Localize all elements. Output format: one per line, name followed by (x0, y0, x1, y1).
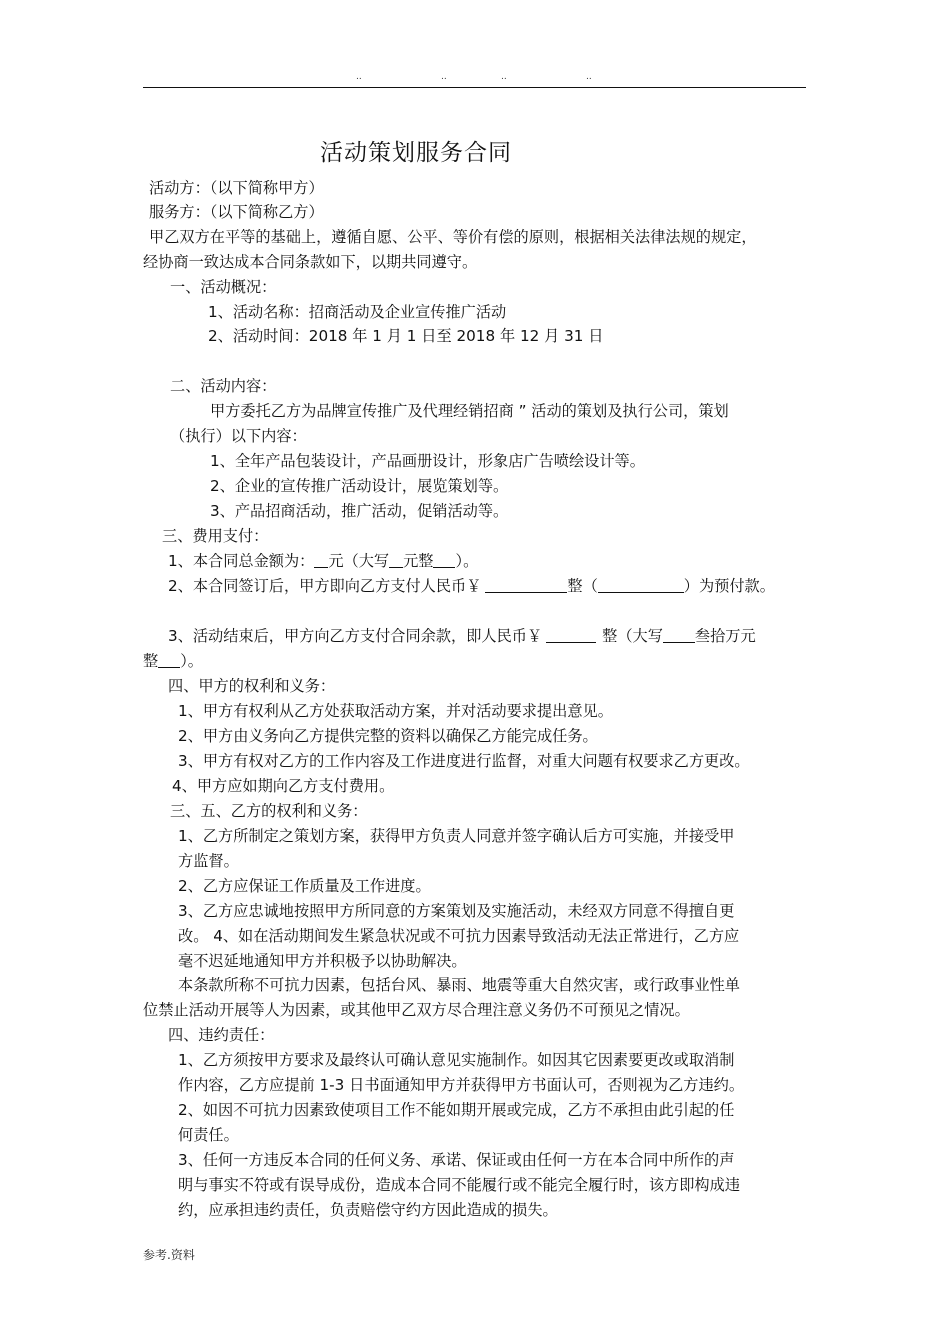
party-b-right-2: 2、乙方应保证工作质量及工作进度。 (178, 877, 431, 895)
breach-clause-1-line-1: 1、乙方须按甲方要求及最终认可确认意见实施制作。如因其它因素要更改或取消制 (178, 1051, 735, 1069)
party-a-right-4: 4、甲方应如期向乙方支付费用。 (172, 777, 395, 795)
header-dot: .. (501, 72, 507, 82)
section-heading-party-b-rights: 三、五、乙方的权利和义务： (170, 802, 368, 820)
breach-clause-3-line-3: 约，应承担违约责任，负责赔偿守约方因此造成的损失。 (178, 1201, 558, 1219)
party-b-line: 服务方：（以下简称乙方） (149, 203, 324, 221)
payment-total-line (168, 549, 478, 573)
page-footer: 参考.资料 (143, 1248, 195, 1262)
breach-clause-2-line-2: 何责任。 (178, 1126, 239, 1144)
preamble-line-1: 甲乙双方在平等的基础上，遵循自愿、公平、等价有偿的原则，根据相关法律法规的规定， (149, 228, 757, 246)
payment-balance-caps-end: 整 (143, 652, 159, 670)
document-title: 活动策划服务合同 (320, 140, 512, 166)
payment-advance-end: ）为预付款。 (683, 577, 775, 595)
section-heading-breach: 四、违约责任： (168, 1026, 275, 1044)
party-b-right-1-line-2: 方监督。 (178, 852, 239, 870)
party-a-right-2: 2、甲方由义务向乙方提供完整的资料以确保乙方能完成任务。 (178, 727, 598, 745)
header-dot: .. (356, 72, 362, 82)
force-majeure-line-2: 位禁止活动开展等人为因素，或其他甲乙双方尽合理注意义务仍不可预见之情况。 (143, 1001, 690, 1019)
payment-balance-mid: 整（大写 (602, 627, 663, 645)
breach-clause-2-line-1: 2、如因不可抗力因素致使项目工作不能如期开展或完成，乙方不承担由此引起的任 (178, 1101, 735, 1119)
payment-total-end: ）。 (455, 552, 479, 570)
content-item-2: 2、企业的宣传推广活动设计，展览策划等。 (210, 477, 509, 495)
payment-balance-caps: 叁拾万元 (694, 627, 756, 645)
section-heading-party-a-rights: 四、甲方的权利和义务： (168, 677, 336, 695)
content-paragraph-line-1: 甲方委托乙方为品牌宣传推广及代理经销招商 ” 活动的策划及执行公司，策划 (210, 402, 729, 420)
payment-balance-end: ）。 (180, 652, 203, 670)
party-b-right-3-line-1: 3、乙方应忠诚地按照甲方所同意的方案策划及实施活动，未经双方同意不得擅自更 (178, 902, 735, 920)
header-dot: .. (586, 72, 592, 82)
blank-field (663, 626, 695, 643)
blank-field (389, 551, 403, 568)
payment-total-label: 1、本合同总金额为： (168, 552, 315, 570)
blank-field (433, 551, 455, 568)
section-heading-payment: 三、费用支付： (162, 527, 269, 545)
blank-field (546, 626, 596, 643)
blank-field (158, 651, 180, 668)
blank-field (598, 576, 684, 593)
breach-clause-1-line-2: 作内容，乙方应提前 1-3 日书面通知甲方并获得甲方书面认可，否则视为乙方违约。 (178, 1076, 745, 1094)
payment-balance-label: 3、活动结束后，甲方向乙方支付合同余款，即人民币￥ (168, 627, 543, 645)
party-a-right-3: 3、甲方有权对乙方的工作内容及工作进度进行监督，对重大问题有权要求乙方更改。 (178, 752, 750, 770)
party-b-right-3-line-2: 改。 4、如在活动期间发生紧急状况或不可抗力因素导致活动无法正常进行，乙方应 (178, 927, 740, 945)
blank-field (314, 551, 328, 568)
content-item-1: 1、全年产品包装设计，产品画册设计，形象店广告喷绘设计等。 (210, 452, 645, 470)
section-heading-overview: 一、活动概况： (170, 278, 277, 296)
force-majeure-line-1: 本条款所称不可抗力因素，包括台风、暴雨、地震等重大自然灾害，或行政事业性单 (178, 976, 740, 994)
party-b-right-1-line-1: 1、乙方所制定之策划方案，获得甲方负责人同意并签字确认后方可实施，并接受甲 (178, 827, 735, 845)
content-item-3: 3、产品招商活动，推广活动，促销活动等。 (210, 502, 509, 520)
activity-name: 1、活动名称：招商活动及企业宣传推广活动 (208, 303, 507, 321)
payment-total-caps: 元整 (403, 552, 434, 570)
header-dots (143, 72, 806, 86)
header-dot: .. (441, 72, 447, 82)
blank-field (485, 576, 567, 593)
section-heading-content: 二、活动内容： (170, 377, 277, 395)
party-a-right-1: 1、甲方有权利从乙方处获取活动方案，并对活动要求提出意见。 (178, 702, 613, 720)
payment-total-unit: 元（大写 (328, 552, 390, 570)
content-paragraph-line-2: （执行）以下内容： (170, 427, 307, 445)
preamble-line-2: 经协商一致达成本合同条款如下，以期共同遵守。 (143, 253, 478, 271)
party-a-line: 活动方：（以下简称甲方） (149, 179, 324, 197)
payment-advance-label: 2、本合同签订后，甲方即向乙方支付人民币￥ (168, 577, 482, 595)
party-b-right-4-line-2: 毫不迟延地通知甲方并积极予以协助解决。 (178, 952, 467, 970)
activity-time: 2、活动时间：2018 年 1 月 1 日至 2018 年 12 月 31 日 (208, 327, 604, 345)
payment-advance-line (168, 574, 775, 598)
payment-balance-line-1 (168, 624, 756, 648)
payment-balance-line-2 (143, 649, 203, 673)
breach-clause-3-line-1: 3、任何一方违反本合同的任何义务、承诺、保证或由任何一方在本合同中所作的声 (178, 1151, 735, 1169)
header-rule (143, 87, 806, 88)
breach-clause-3-line-2: 明与事实不符或有误导成份，造成本合同不能履行或不能完全履行时，该方即构成违 (178, 1176, 740, 1194)
payment-advance-mid: 整（ (567, 577, 598, 595)
